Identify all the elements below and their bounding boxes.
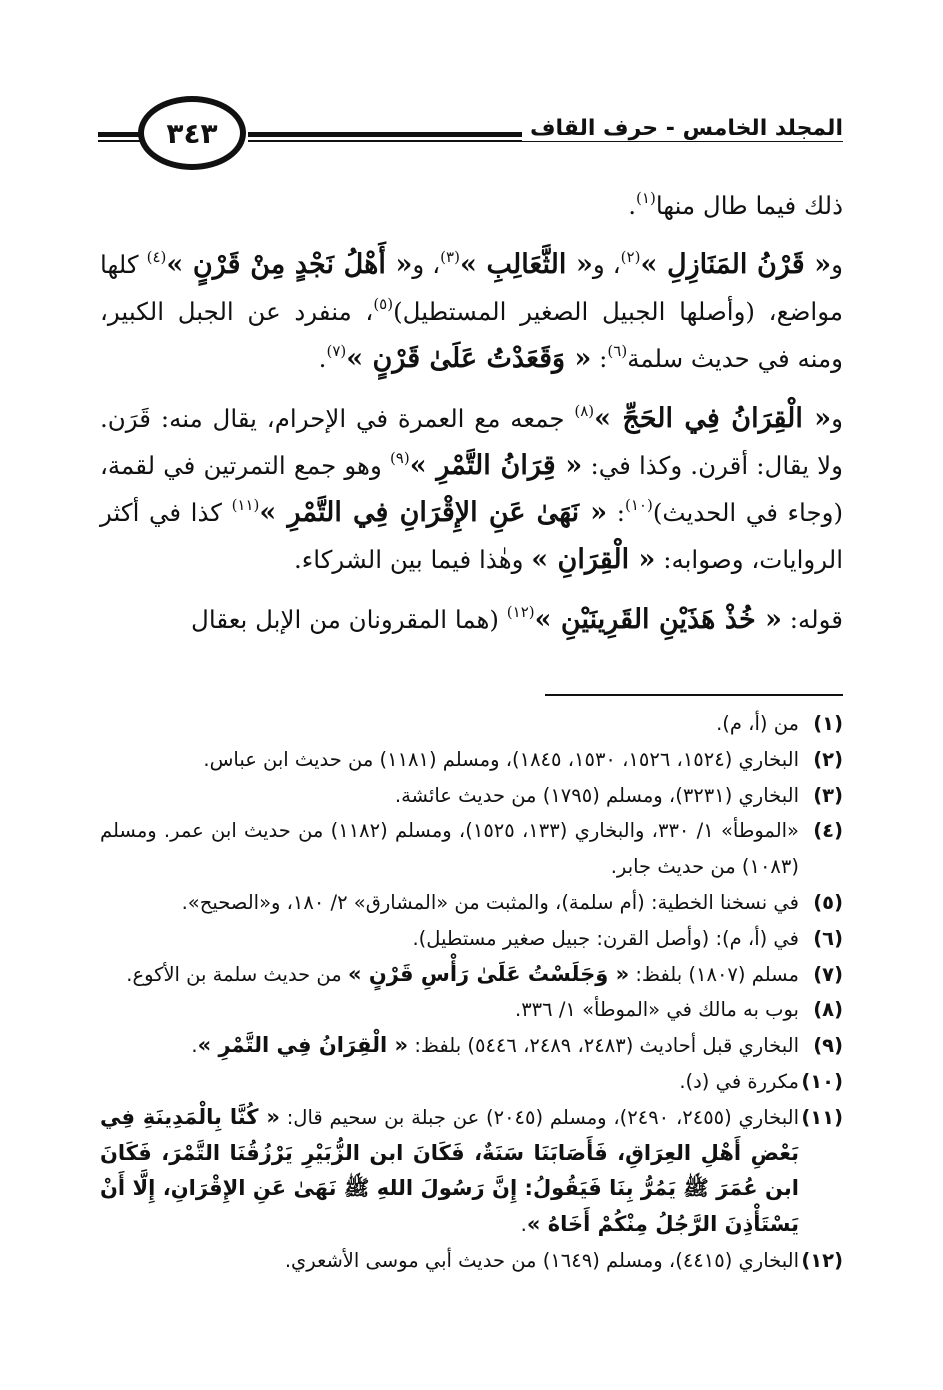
note-ref-4: (٤): [146, 248, 167, 266]
p4-text-1: قوله:: [789, 605, 843, 634]
footnote-text-part: البخاري قبل أحاديث (٢٤٨٣، ٢٤٨٩، ٥٤٤٦) بلفظ:: [414, 1034, 799, 1058]
footnote-text: [100, 957, 799, 993]
footnote-quote: « كُنَّا بِالْمَدِينَةِ فِي بَعْضِ أَهْلِ العِرَاقِ، فَأَصَابَنَا سَنَةٌ، فَكَانَ ابن الزُّبَيْرِ يَرْزُقُنَا التَّمْرَ، فَكَانَ ابن عُمَرَ ﷺ يَمُرُّ بِنَا فَيَقُولُ: إِنَّ رَسُولَ اللهِ ﷺ نَهَىٰ عَنِ الإِقْرَانِ، إِلَّا أَنْ يَسْتَأْذِنَ الرَّجُلُ مِنْكُمْ أَخَاهُ »: [100, 1104, 799, 1237]
footnote-text: في نسخنا الخطية: (أم سلمة)، والمثبت من «المشارق» ٢/ ١٨٠، و«الصحيح».: [181, 890, 799, 914]
footnote: [100, 706, 843, 742]
footnote: [100, 1028, 843, 1064]
footnote-text: [100, 1100, 799, 1243]
footnote-separator: [545, 694, 843, 696]
paragraph-1: [100, 182, 843, 229]
note-ref-10: (١٠): [625, 496, 653, 514]
p3-text-2: وهو جمع التمرتين في لقمة، (وجاء في الحديث): [100, 451, 844, 527]
footnote-number: (٢): [813, 747, 843, 771]
quote-ahl-najd: « أَهْلُ نَجْدٍ مِنْ قَرْنٍ »: [166, 249, 413, 280]
note-ref-6: (٦): [607, 342, 628, 360]
paragraph-2: و« قَرْنُ المَنَازِلِ »$^{(٢)}$، و« الثَّعَالِبِ »$^{(٣)}$، و« أَهْلُ نَجْدٍ مِنْ قَرْنٍ »$^{(٤)}$ كلها مواضع، (وأصلها الجبيل الصغير المستطيل)$^{(٥)}$، منفرد عن الجبل الكبير، ومنه في حديث سلمة$^{(٦)}$: « وَقَعَدْتُ عَلَىٰ قَرْنٍ »$^{(٧)}$.: [100, 248, 844, 374]
footnote: [100, 1100, 843, 1243]
p1-text: ذلك فيما طال منها: [655, 191, 843, 220]
footnote-text-tail: .: [520, 1213, 527, 1237]
p2-text-1: كلها مواضع، (وأصلها الجبيل الصغير المستطيل): [100, 250, 844, 326]
footnote-text: في (أ، م): (وأصل القرن: جبيل صغير مستطيل).: [412, 926, 799, 950]
footnote: [100, 813, 843, 885]
quote-qarn-almanazil: « قَرْنُ المَنَازِلِ »: [640, 249, 832, 280]
quote-qiran-altamr: « قِرَانُ التَّمْرِ »: [409, 450, 583, 481]
note-ref-5: (٥): [373, 295, 394, 313]
footnote-text-tail: .: [191, 1034, 198, 1058]
note-ref-2: (٢): [620, 248, 641, 266]
p3-text-3: كذا في أكثر الروايات، وصوابه:: [100, 498, 843, 574]
footnote-number: (١١): [801, 1105, 843, 1129]
footnote-text: البخاري (٣٢٣١)، ومسلم (١٧٩٥) من حديث عائشة.: [394, 783, 799, 807]
quote-alqiran: « الْقِرَانِ »: [531, 544, 656, 575]
footnote-number: (٩): [813, 1034, 843, 1058]
footnote: [100, 921, 843, 957]
quote-naha-anil-iqran: « نَهَىٰ عَنِ الإِقْرَانِ فِي التَّمْرِ »: [259, 497, 608, 528]
p1-end: .: [628, 191, 637, 220]
running-head: المجلد الخامس - حرف القاف: [522, 116, 843, 141]
footnotes: [100, 706, 843, 1279]
footnote-number: (١): [813, 712, 843, 735]
footnote-text-part: مسلم (١٨٠٧) بلفظ:: [635, 962, 799, 986]
footnote: [100, 992, 843, 1028]
p3-text-4: وهٰذا فيما بين الشركاء.: [293, 545, 524, 574]
footnote-number: (٦): [813, 926, 843, 950]
footnote-text-tail: من حديث سلمة بن الأكوع.: [126, 962, 342, 986]
footnote-number: (٧): [813, 962, 843, 986]
footnote: [100, 885, 843, 921]
footnote: [100, 778, 843, 814]
paragraph-4: [100, 596, 843, 643]
p2-text-2: ، منفرد عن الجبل الكبير، ومنه في حديث سلمة: [100, 297, 843, 373]
footnote: [100, 1064, 843, 1100]
note-ref-7: (٧): [326, 342, 347, 360]
p4-text-2: (هما المقرونان من الإبل بعقال: [191, 605, 499, 634]
footnote-text: بوب به مالك في «الموطأ» ١/ ٣٣٦.: [515, 998, 799, 1022]
footnote-text: مكررة في (د).: [679, 1069, 799, 1093]
note-ref-3: (٣): [440, 248, 460, 266]
page-header: [98, 96, 843, 176]
footnote-text: «الموطأ» ١/ ٣٣٠، والبخاري (١٣٣، ١٥٢٥)، ومسلم (١١٨٢) من حديث ابن عمر. ومسلم (١٠٨٣) من حديث جابر.: [100, 819, 799, 879]
note-ref-12: (١٢): [506, 603, 535, 621]
footnote-number: (٥): [813, 890, 843, 914]
footnote-text-part: البخاري (٢٤٥٥، ٢٤٩٠)، ومسلم (٢٠٤٥) عن جبلة بن سحيم قال:: [286, 1105, 799, 1129]
main-text: [100, 182, 843, 656]
footnote-text: [100, 1028, 799, 1064]
footnote-text: البخاري (٤٤١٥)، ومسلم (١٦٤٩) من حديث أبي موسى الأشعري.: [284, 1248, 799, 1272]
page-number: ٣٤٣: [166, 116, 218, 150]
p3-text-1: جمعه مع العمرة في الإحرام، يقال منه: قَرَن. ولا يقال: أقرن. وكذا في:: [100, 404, 843, 480]
quote-khudh-hadhayn: « خُذْ هَذَيْنِ القَرِينَيْنِ »: [534, 604, 782, 635]
footnote-text: البخاري (١٥٢٤، ١٥٢٦، ١٥٣٠، ١٨٤٥)، ومسلم (١١٨١) من حديث ابن عباس.: [203, 747, 799, 771]
footnote: [100, 1243, 843, 1279]
note-ref-9: (٩): [389, 449, 410, 467]
footnote: [100, 742, 843, 778]
header-rule-left-thin: [98, 140, 142, 142]
note-ref-11: (١١): [231, 496, 260, 514]
note-ref-8: (٨): [574, 402, 595, 420]
footnote: [100, 957, 843, 993]
footnote-number: (١٠): [801, 1069, 843, 1093]
page-number-oval: [138, 96, 246, 170]
footnote-number: (٣): [813, 783, 843, 807]
quote-alqiran-fil-hajj: « الْقِرَانُ فِي الحَجِّ »: [594, 403, 832, 434]
footnote-number: (٤): [813, 819, 843, 843]
header-rule-left-thick: [98, 132, 142, 137]
footnote-quote: « الْقِرَانُ فِي التَّمْرِ »: [197, 1033, 409, 1058]
note-ref-1: (١): [636, 189, 656, 207]
footnote-number: (١٢): [801, 1248, 843, 1272]
quote-qaadtu: « وَقَعَدْتُ عَلَىٰ قَرْنٍ »: [346, 343, 592, 374]
footnote-quote: « وَجَلَسْتُ عَلَىٰ رَأْسِ قَرْنٍ »: [347, 961, 630, 986]
footnote-number: (٨): [813, 998, 843, 1022]
quote-althaalib: « الثَّعَالِبِ »: [459, 249, 593, 280]
footnote-text: من (أ، م).: [716, 712, 799, 735]
paragraph-3: و« الْقِرَانُ فِي الحَجِّ »$^{(٨)}$ جمعه مع العمرة في الإحرام، يقال منه: قَرَن. ولا يقال: أقرن. وكذا في: « قِرَانُ التَّمْرِ »$^{(٩)}$ وهو جمع التمرتين في لقمة، (وجاء في الحديث)$^{(١٠)}$: « نَهَىٰ عَنِ الإِقْرَانِ فِي التَّمْرِ »$^{(١١)}$ كذا في أكثر الروايات، وصوابه: « الْقِرَانِ » وهٰذا فيما بين الشركاء.: [100, 402, 844, 575]
